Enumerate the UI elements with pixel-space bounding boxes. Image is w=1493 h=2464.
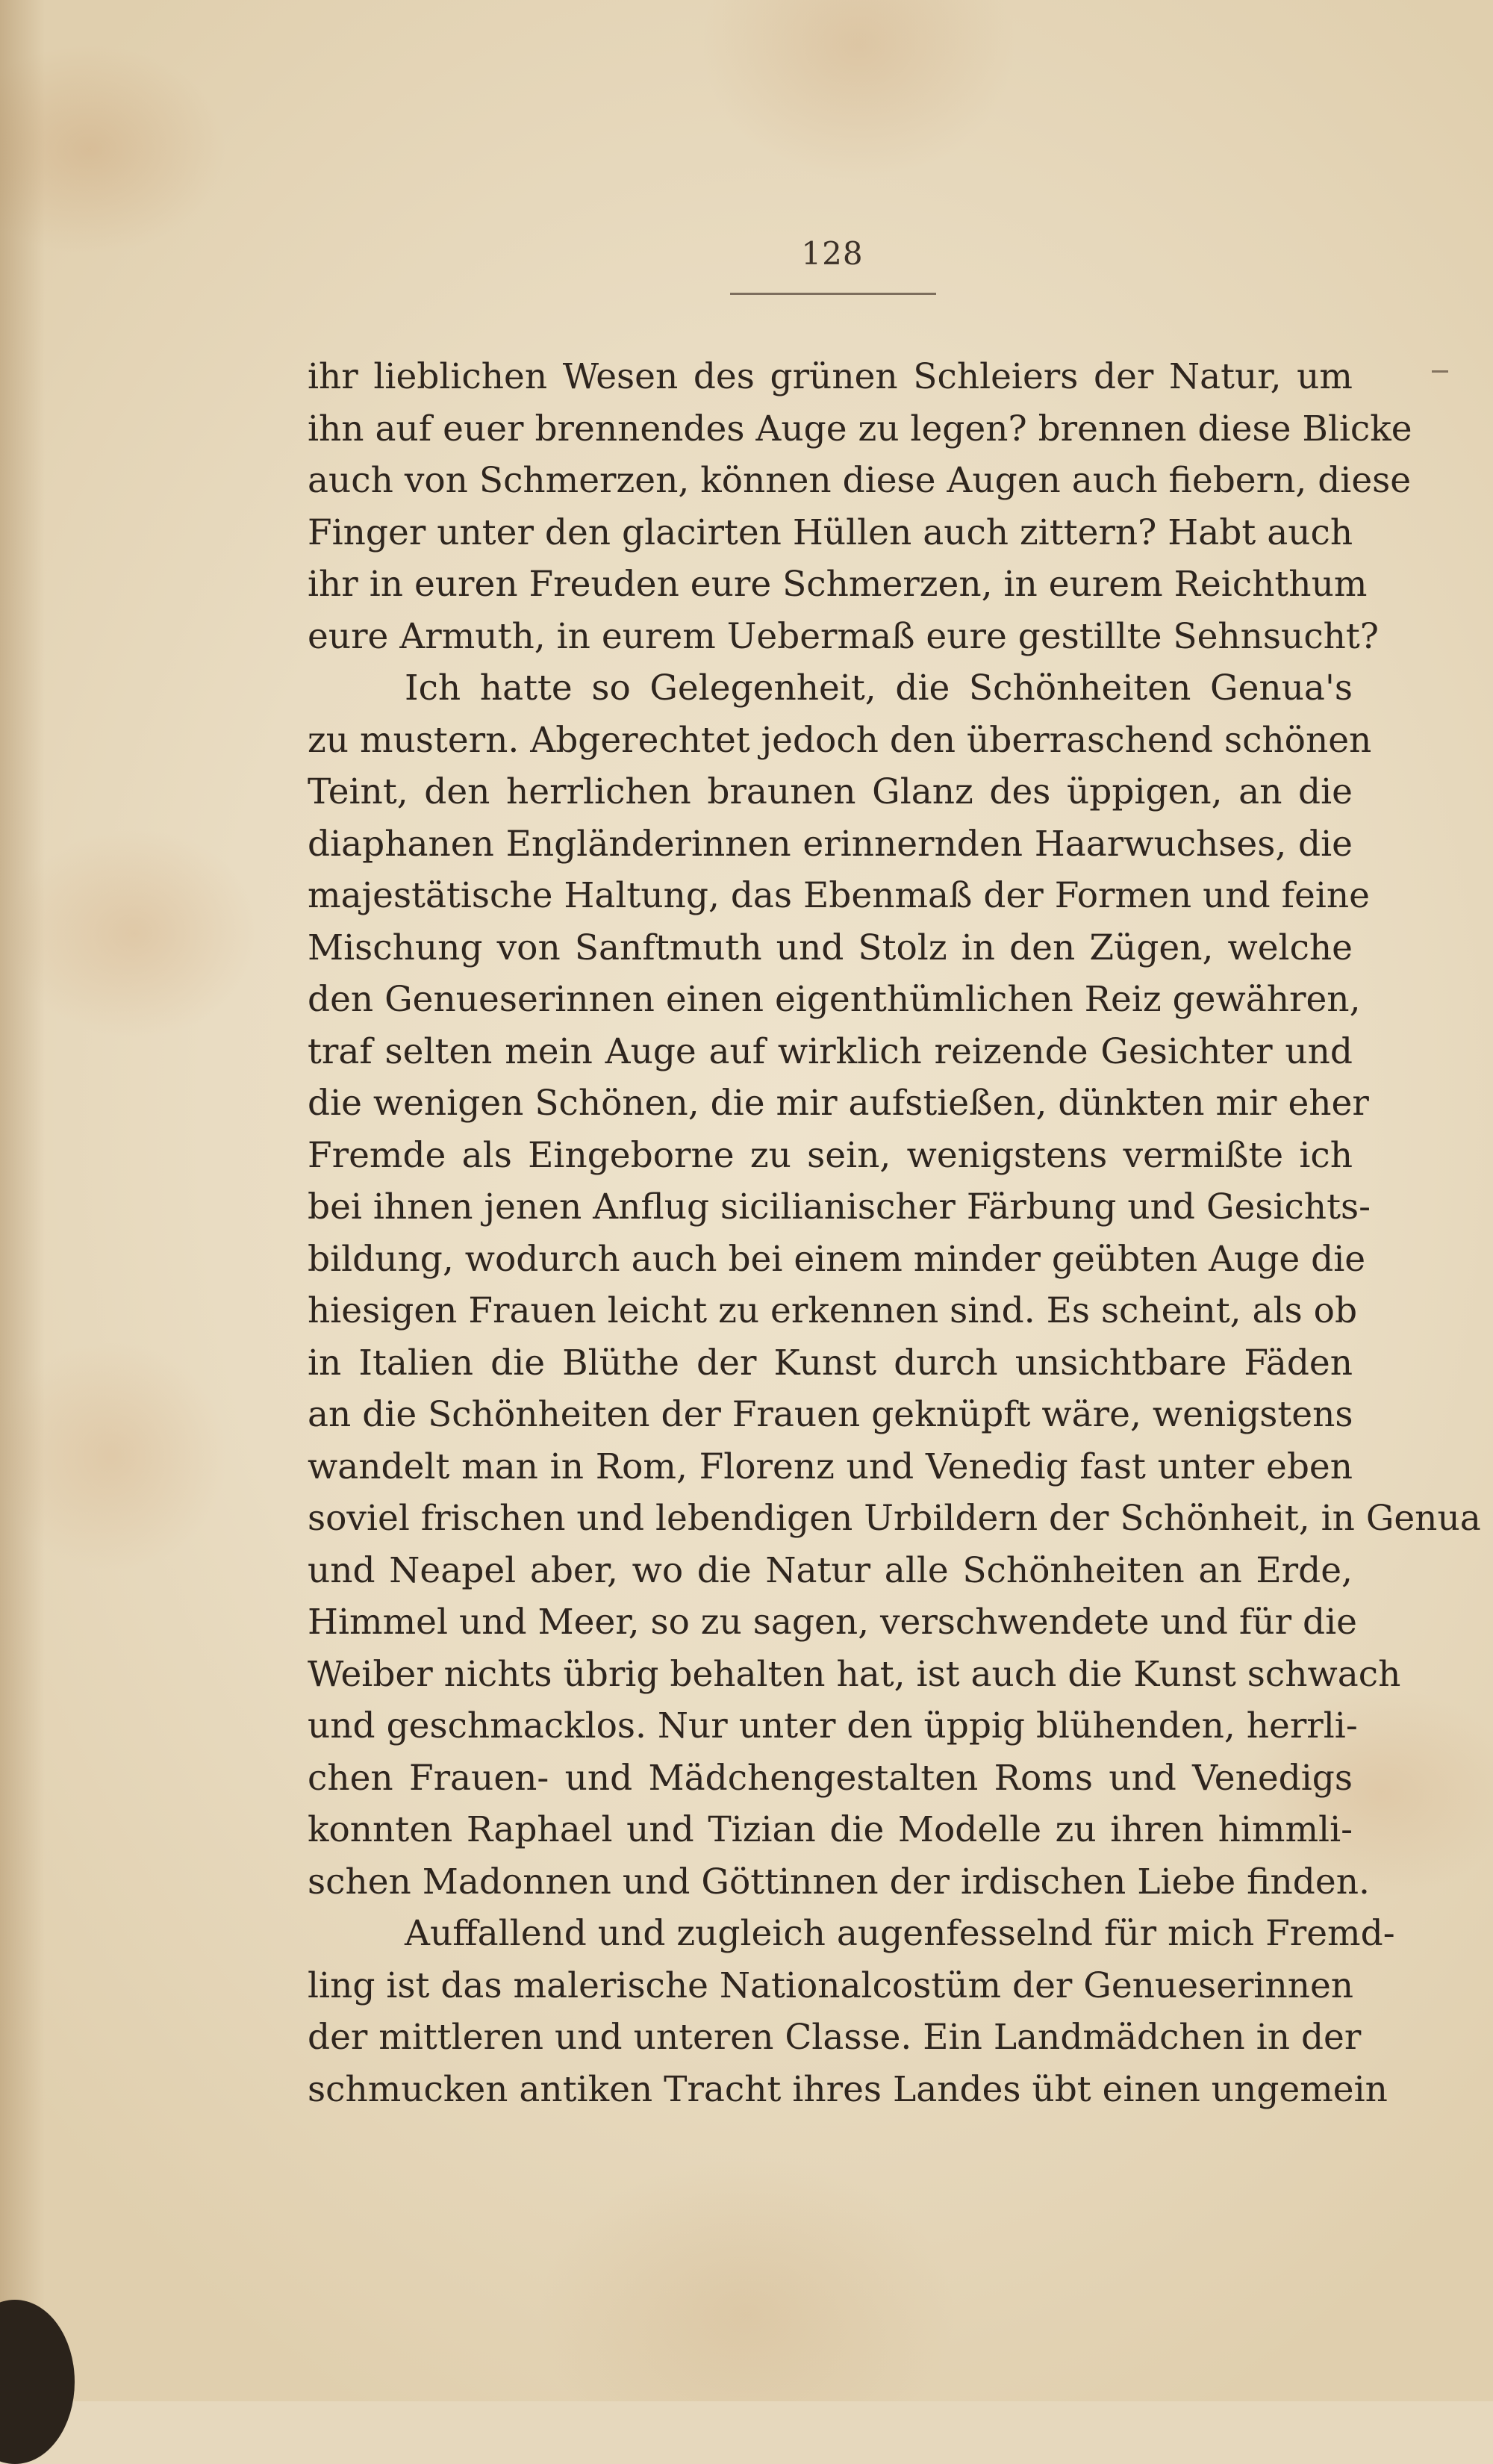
text-line: schmucken antiken Tracht ihres Landes übt einen ungemein [308, 2068, 1388, 2110]
text-line: diaphanen Engländerinnen erinnernden Haarwuchses, die [308, 823, 1353, 865]
text-line: wandelt man in Rom, Florenz und Venedig fast unter eben [308, 1446, 1353, 1487]
text-line: ihr lieblichen Wesen des grünen Schleiers der Natur, um [308, 356, 1353, 397]
text-line: auch von Schmerzen, können diese Augen auch fiebern, diese [308, 460, 1412, 501]
body-text [308, 351, 1481, 2115]
text-line: Finger unter den glacirten Hüllen auch zittern? Habt auch [308, 511, 1353, 553]
text-line: chen Frauen- und Mädchengestalten Roms und Venedigs [308, 1757, 1353, 1799]
text-line: traf selten mein Auge auf wirklich reizende Gesichter und [308, 1030, 1353, 1072]
text-line: den Genueserinnen einen eigenthümlichen Reiz gewähren, [308, 979, 1361, 1020]
text-line: bei ihnen jenen Anflug sicilianischer Färbung und Gesichts- [308, 1186, 1371, 1228]
text-line: bildung, wodurch auch bei einem minder geübten Auge die [308, 1238, 1366, 1280]
page-edge-shadow [0, 0, 45, 2401]
text-line: an die Schönheiten der Frauen geknüpft wäre, wenigstens [308, 1394, 1353, 1435]
text-line: hiesigen Frauen leicht zu erkennen sind. Es scheint, als ob [308, 1290, 1358, 1331]
text-line: Mischung von Sanftmuth und Stolz in den Zügen, welche [308, 927, 1353, 968]
text-line: majestätische Haltung, das Ebenmaß der Formen und feine [308, 875, 1370, 916]
text-line: Weiber nichts übrig behalten hat, ist auch die Kunst schwach [308, 1653, 1401, 1695]
text-line: zu mustern. Abgerechtet jedoch den überraschend schönen [308, 719, 1372, 761]
text-line: in Italien die Blüthe der Kunst durch unsichtbare Fäden [308, 1342, 1353, 1384]
text-line: ihn auf euer brennendes Auge zu legen? brennen diese Blicke [308, 408, 1412, 449]
text-line: konnten Raphael und Tizian die Modelle zu ihren himmli- [308, 1809, 1353, 1850]
text-line: Auffallend und zugleich augenfesselnd für mich Fremd- [405, 1913, 1395, 1954]
text-line: schen Madonnen und Göttinnen der irdischen Liebe finden. [308, 1861, 1370, 1903]
text-line: die wenigen Schönen, die mir aufstießen, dünkten mir eher [308, 1083, 1369, 1124]
text-line: soviel frischen und lebendigen Urbildern der Schönheit, in Genua [308, 1498, 1481, 1539]
text-line: Ich hatte so Gelegenheit, die Schönheiten Genua's [405, 668, 1353, 709]
text-line: eure Armuth, in eurem Uebermaß eure gestillte Sehnsucht? [308, 615, 1379, 657]
text-line: Fremde als Eingeborne zu sein, wenigstens vermißte ich [308, 1134, 1353, 1176]
text-line: und Neapel aber, wo die Natur alle Schönheiten an Erde, [308, 1549, 1353, 1591]
margin-mark [1432, 370, 1448, 373]
text-line: Himmel und Meer, so zu sagen, verschwendete und für die [308, 1602, 1357, 1643]
page-corner-shadow [0, 2300, 75, 2464]
header-rule [730, 293, 936, 295]
text-line: ling ist das malerische Nationalcostüm der Genueserinnen [308, 1964, 1354, 2006]
text-line: Teint, den herrlichen braunen Glanz des üppigen, an die [308, 771, 1353, 812]
page-number: 128 [801, 235, 864, 272]
text-line: der mittleren und unteren Classe. Ein Landmädchen in der [308, 2017, 1362, 2058]
text-line: und geschmacklos. Nur unter den üppig blühenden, herrli- [308, 1705, 1358, 1746]
text-line: ihr in euren Freuden eure Schmerzen, in eurem Reichthum [308, 564, 1368, 605]
